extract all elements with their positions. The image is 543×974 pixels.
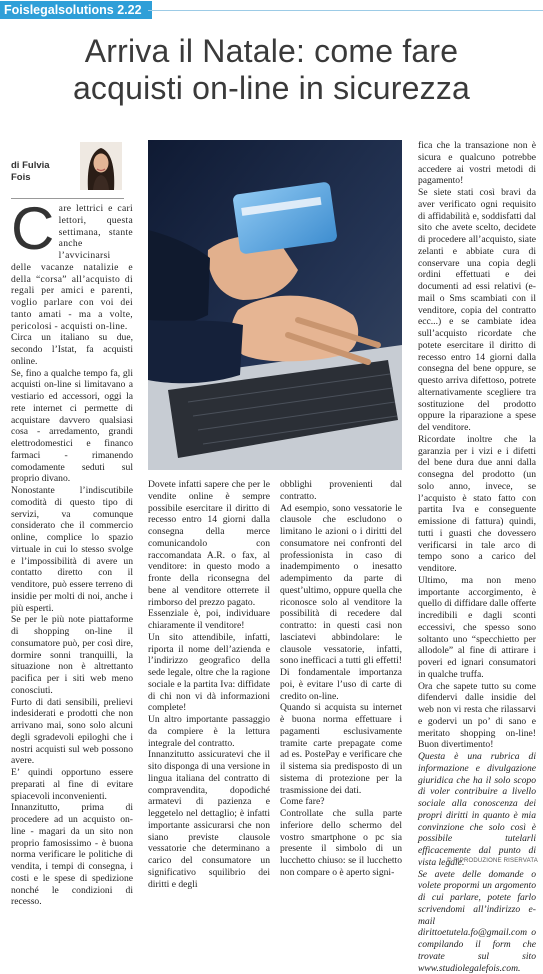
article-photo [148,140,402,470]
headline-line-2: acquisti on-line in sicurezza [73,70,470,106]
section-label: Foislegalsolutions 2.22 [0,1,152,19]
intro-text: are lettrici e cari lettori, questa settimana, stante anche l’avvicinarsi delle vacanze natalizie e della “corsa” all’acquisto di regali per amici e parenti, voglio parlare con voi dei tanto amati - ma a volte, pericolosi - acquisti on-line. [11,203,133,332]
rubric-note: Questa è una rubrica di informazione e divulgazione giuridica che ha il solo scopo di voler contribuire a livello sociale alla conoscenza dei propri diritti in quanto è mia convinzione che solo così è possibile tutelarli efficacemente dal punto di vista legale. [418,751,536,869]
article-column-2 [148,479,270,890]
body-paragraph: fica che la transazione non è sicura e qualcuno potrebbe accedere ai vostri metodi di pagamento! [418,140,536,187]
hands-laptop-credit-card-image [148,140,402,470]
body-paragraph: Innanzitutto assicuratevi che il sito disponga di una versione in lingua italiana del contratto di compravendita, dopodiché armatevi di pazienza e leggetelo nel dettaglio; è infatti importante assicurarsi che non siano previste clausole vessatorie che determinano a carico del consumatore un significativo squilibrio dei diritti e degli [148,749,270,890]
contact-note: Se avete delle domande o volete propormi un argomento di cui parlare, potete farlo scrivendomi all’indirizzo e-mail dirittoetutela.fo@gmail.com o compilando il form che trovate sul sito www.studiolegalefois.com. [418,869,536,974]
byline [11,160,71,184]
body-paragraph: Innanzitutto, prima di procedere ad un acquisto on-line - magari da un sito non proprio famosissimo - è buona norma verificare le politiche di vendita, i tempi di consegna, i costi e le spese di spedizione nonché le condizioni di recesso. [11,802,133,908]
body-paragraph: Se per le più note piattaforme di shopping on-line il consumatore può, per così dire, dormire sonni tranquilli, la situazione non è altrettanto pacifica per i siti web meno conosciuti. [11,614,133,696]
body-paragraph: Se siete stati così bravi da aver verificato ogni requisito di affidabilità e, soddisfatti dal sito che avete scelto, decidete di procedere all’acquisto, siate zelanti e abbiate cura di conservare una copia degli ordini effettuati e dei documenti ad essi relativi (e-mail o Sms scambiati con il venditore, copia del contratto ecc...) e se cambiate idea sull’acquisto ricordate che potete esercitare il diritto di recesso entro 14 giorni dalla consegna del bene oppure, se questo arriva difettoso, potrete alternativamente scegliere tra sostituzione del prodotto oppure la riparazione a spese del venditore. [418,187,536,434]
body-paragraph: Quando si acquista su internet è buona norma effettuare i pagamenti esclusivamente tramite carte prepagate come ad es. PostePay e verificare che il sistema sia predisposto di un sistema di protezione per la trasmissione dei dati. [280,702,402,796]
byline-surname: Fois [11,172,31,183]
body-paragraph: Nonostante l’indiscutibile comodità di questo tipo di servizi, va comunque considerato che il commercio online, complice lo spazio virtuale in cui lo stesso svolge e l’impossibilità di avere un contatto diretto con il venditore, può essere terreno di insidie per molti di noi, anche i più esperti. [11,485,133,614]
header-rule [148,10,543,11]
body-paragraph: Essenziale è, poi, individuare chiaramente il venditore! [148,608,270,632]
body-paragraph: Ricordate inoltre che la garanzia per i vizi e i difetti del bene dura due anni dalla consegna del prodotto (un solo anno, invece, se l’acquisto è stato fatto con partita Iva e conseguente emissione di fattura) quindi, tutti i guasti che dovessero verificarsi in tale arco di tempo sono a carico del venditore. [418,434,536,575]
body-paragraph: obblighi provenienti dal contratto. [280,479,402,503]
body-paragraph: Dovete infatti sapere che per le vendite online è sempre possibile esercitare il diritto di recesso entro 14 giorni dalla consegna della merce comunicandolo con raccomandata A.R. o fax, al venditore: in questo modo a fronte della riconsegna del bene al venditore otterrete il rimborso del prezzo pagato. [148,479,270,608]
article-column-1 [11,203,133,908]
article-column-3 [280,479,402,879]
byline-prefix: di Fulvia [11,160,50,171]
drop-cap: C [11,205,55,253]
body-paragraph: Furto di dati sensibili, prelievi indesiderati e prodotti che non arrivano mai, sono solo alcuni degli sgradevoli epiloghi che i nostri acquisti sul web possono avere. [11,697,133,768]
body-paragraph: Un sito attendibile, infatti, riporta il nome dell’azienda e l’indirizzo geografico della sede legale, oltre che la ragione sociale e la partita Iva: diffidate di chi non vi dà informazioni complete! [148,632,270,714]
intro-paragraph [11,203,133,332]
article-column-4 [418,140,536,974]
body-paragraph: Un altro importante passaggio da compiere è la lettura integrale del contratto. [148,714,270,749]
body-paragraph: Ultimo, ma non meno importante accorgimento, è quello di diffidare dalle offerte incredibili e dagli sconti eccessivi, che spesso sono soltanto uno “specchietto per allodole” al fine di attirare i poveri ed ignari consumatori in qualche truffa. [418,575,536,681]
body-paragraph: Controllate che sulla parte inferiore dello schermo del vostro smartphone o pc sia presente il simbolo di un lucchetto chiuso: se il lucchetto non compare o è aperto signi- [280,808,402,879]
body-paragraph: Come fare? [280,796,402,808]
headline-line-1: Arriva il Natale: come fare [85,33,459,69]
copyright-notice: © RIPRODUZIONE RISERVATA [447,858,538,864]
body-paragraph: Circa un italiano su due, secondo l’Istat, fa acquisti online. [11,332,133,367]
body-paragraph: E’ quindi opportuno essere preparati al fine di evitare spiacevoli inconvenienti. [11,767,133,802]
body-paragraph: Di fondamentale importanza poi, è evitare l’uso di carte di credito on-line. [280,667,402,702]
section-header [0,0,543,22]
author-portrait-image [80,142,122,190]
body-paragraph: Ora che sapete tutto su come difendervi dalle insidie del web non vi resta che rilassarvi e godervi un po’ di sano e meritato shopping on-line! Buon divertimento! [418,681,536,752]
headline [10,33,533,107]
body-paragraph: Se, fino a qualche tempo fa, gli acquisti on-line si limitavano a vestiario ed accessori, oggi la rete internet ci permette di acquistare davvero qualsiasi cosa - arredamento, grandi elettrodomestici e financo farmaci - rimanendo comodamente seduti sul proprio divano. [11,368,133,486]
body-paragraph: Ad esempio, sono vessatorie le clausole che escludono o limitano le azioni o i diritti del consumatore nei confronti del professionista in caso di inadempimento o inesatto adempimento da parte di quest’ultimo, oppure quella che riconosce solo al venditore la possibilità di recedere dal contratto: in questi casi non lasciatevi abbindolare: le clausole vessatorie, infatti, sono inefficaci a tutti gli effetti! [280,503,402,668]
author-photo [80,142,122,190]
